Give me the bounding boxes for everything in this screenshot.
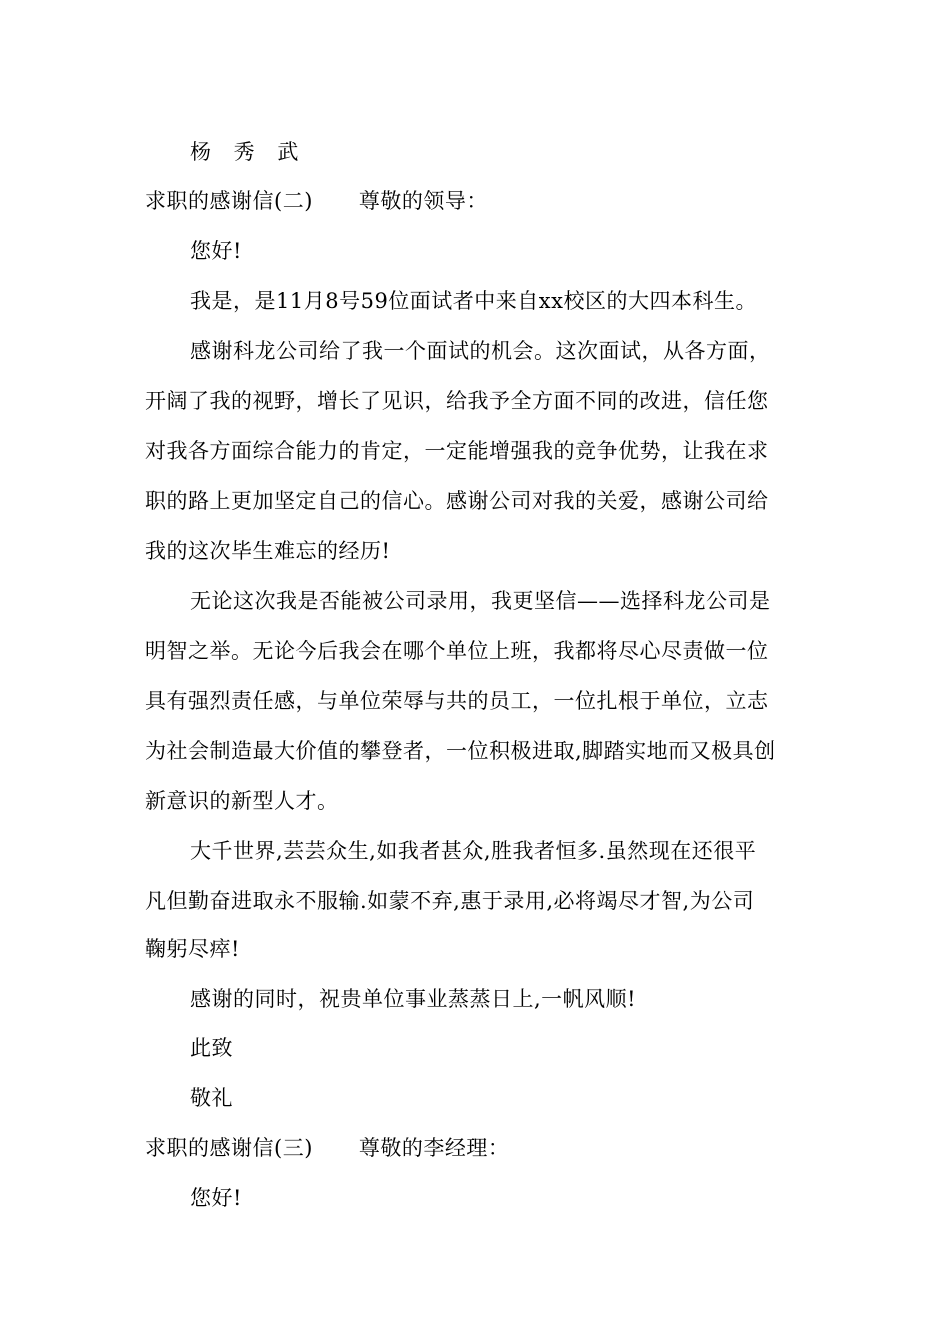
letter2-closing-1: 此致 <box>190 1036 233 1060</box>
letter2-heading: 求职的感谢信(二) <box>145 189 313 213</box>
letter3-greeting: 您好! <box>190 1186 242 1210</box>
letter2-paragraph-2-line-4: 职的路上更加坚定自己的信心。感谢公司对我的关爱，感谢公司给 <box>145 489 769 513</box>
letter3-heading-line <box>145 1136 509 1160</box>
letter2-paragraph-3-line-4: 为社会制造最大价值的攀登者，一位积极进取,脚踏实地而又极具创 <box>145 739 776 763</box>
signature: 杨 秀 武 <box>190 140 307 164</box>
letter2-paragraph-4-line-2: 凡但勤奋进取永不服输.如蒙不弃,惠于录用,必将竭尽才智,为公司 <box>145 889 755 913</box>
letter2-closing-2: 敬礼 <box>190 1086 233 1110</box>
letter2-heading-line <box>145 189 488 213</box>
letter2-paragraph-3-line-2: 明智之举。无论今后我会在哪个单位上班，我都将尽心尽责做一位 <box>145 639 769 663</box>
letter2-paragraph-2-line-3: 对我各方面综合能力的肯定，一定能增强我的竞争优势，让我在求 <box>145 439 769 463</box>
letter3-salutation: 尊敬的李经理： <box>358 1136 510 1160</box>
letter2-paragraph-5: 感谢的同时，祝贵单位事业蒸蒸日上,一帆风顺! <box>190 987 637 1011</box>
letter2-paragraph-3-line-1: 无论这次我是否能被公司录用，我更坚信——选择科龙公司是 <box>190 589 771 613</box>
letter2-paragraph-2-line-1: 感谢科龙公司给了我一个面试的机会。这次面试，从各方面， <box>190 339 771 363</box>
letter2-greeting: 您好! <box>190 239 242 263</box>
letter2-salutation: 尊敬的领导： <box>358 189 488 213</box>
letter2-paragraph-3-line-5: 新意识的新型人才。 <box>145 789 339 813</box>
letter2-paragraph-2-line-5: 我的这次毕生难忘的经历! <box>145 539 391 563</box>
letter2-paragraph-4-line-3: 鞠躬尽瘁! <box>145 937 240 961</box>
letter2-paragraph-2-line-2: 开阔了我的视野，增长了见识，给我予全方面不同的改进，信任您 <box>145 389 769 413</box>
letter2-paragraph-3-line-3: 具有强烈责任感，与单位荣辱与共的员工，一位扎根于单位，立志 <box>145 689 769 713</box>
letter3-heading: 求职的感谢信(三) <box>145 1136 313 1160</box>
letter2-paragraph-4-line-1: 大千世界,芸芸众生,如我者甚众,胜我者恒多.虽然现在还很平 <box>190 839 757 863</box>
letter2-paragraph-1: 我是，是11月8号59位面试者中来自xx校区的大四本科生。 <box>190 289 757 313</box>
